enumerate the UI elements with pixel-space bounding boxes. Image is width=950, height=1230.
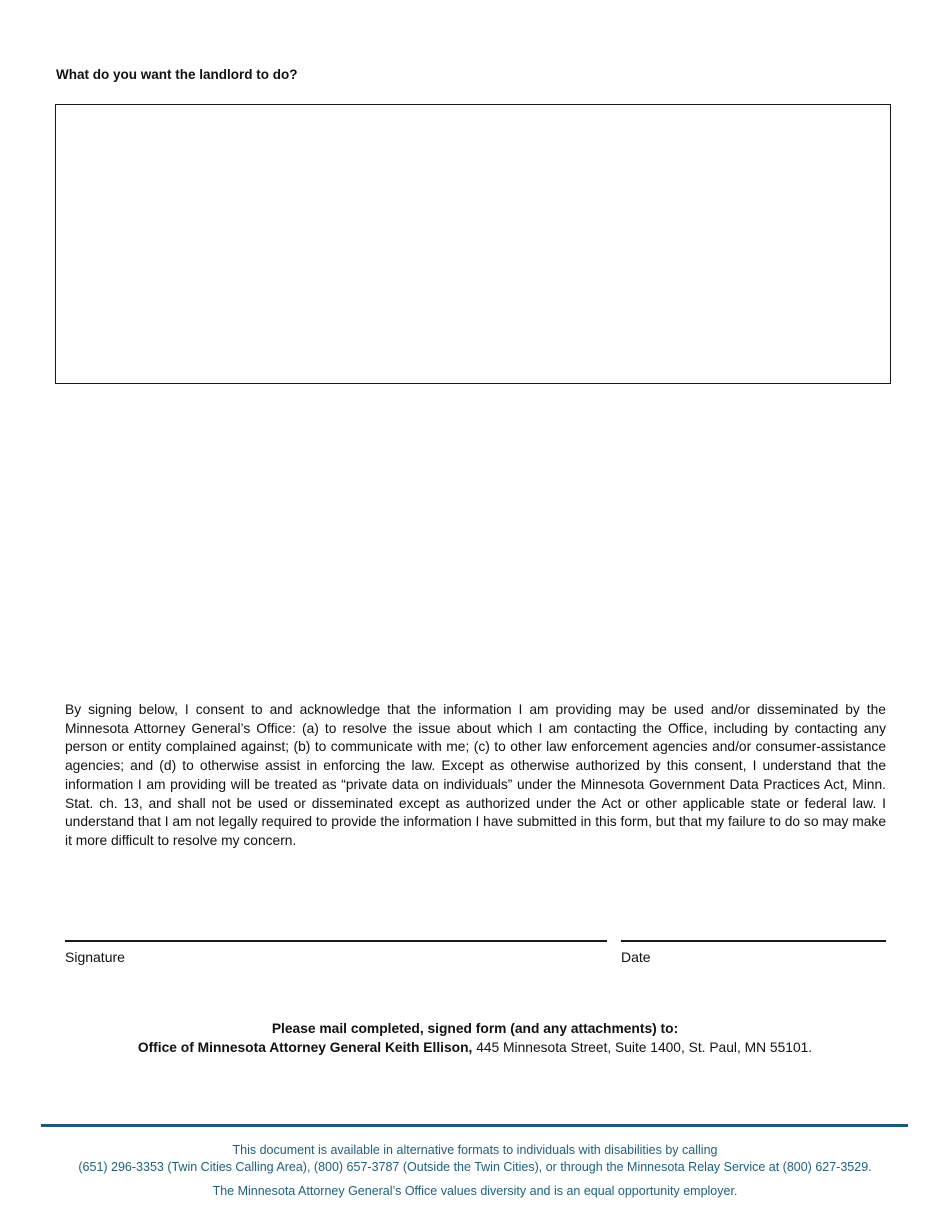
office-address: 445 Minnesota Street, Suite 1400, St. Paul, MN 55101. [472,1040,813,1055]
landlord-request-textbox[interactable] [55,104,891,384]
date-label: Date [621,949,651,965]
signature-label: Signature [65,949,125,965]
mailing-heading: Please mail completed, signed form (and any attachments) to: [271,1021,679,1036]
signature-line[interactable] [65,940,607,942]
date-line[interactable] [621,940,886,942]
office-name: Office of Minnesota Attorney General Keith Ellison, [137,1040,473,1055]
consent-statement: By signing below, I consent to and acknowledge that the information I am providing may be used and/or disseminated by the Minnesota Attorney General’s Office: (a) to resolve the issue about which I am contacting the Office, including by contacting any person or entity complained against; (b) to communicate with me; (c) to other law enforcement agencies and/or consumer-assistance agencies; and (d) to otherwise assist in enforcing the law. Except as otherwise authorized by this consent, I understand that the information I am providing will be treated as “private data on individuals” under the Minnesota Government Data Practices Act, Minn. Stat. ch. 13, and shall not be used or disseminated except as authorized under the Act or other applicable state or federal law. I understand that I am not legally required to provide the information I have submitted in this form, but that my failure to do so may make it more difficult to resolve my concern. [65,702,886,848]
mailing-address-line [0,1040,950,1055]
question-label: What do you want the landlord to do? [56,67,298,82]
footer-equal-opportunity: The Minnesota Attorney General’s Office values diversity and is an equal opportunity employer. [212,1184,738,1198]
footer-phone-numbers: (651) 296-3353 (Twin Cities Calling Area), (800) 657-3787 (Outside the Twin Cities), or through the Minnesota Relay Service at (800) 627-3529. [78,1160,872,1174]
footer-accessibility-text: This document is available in alternative formats to individuals with disabilities by calling [232,1143,718,1157]
footer-divider [41,1124,908,1127]
